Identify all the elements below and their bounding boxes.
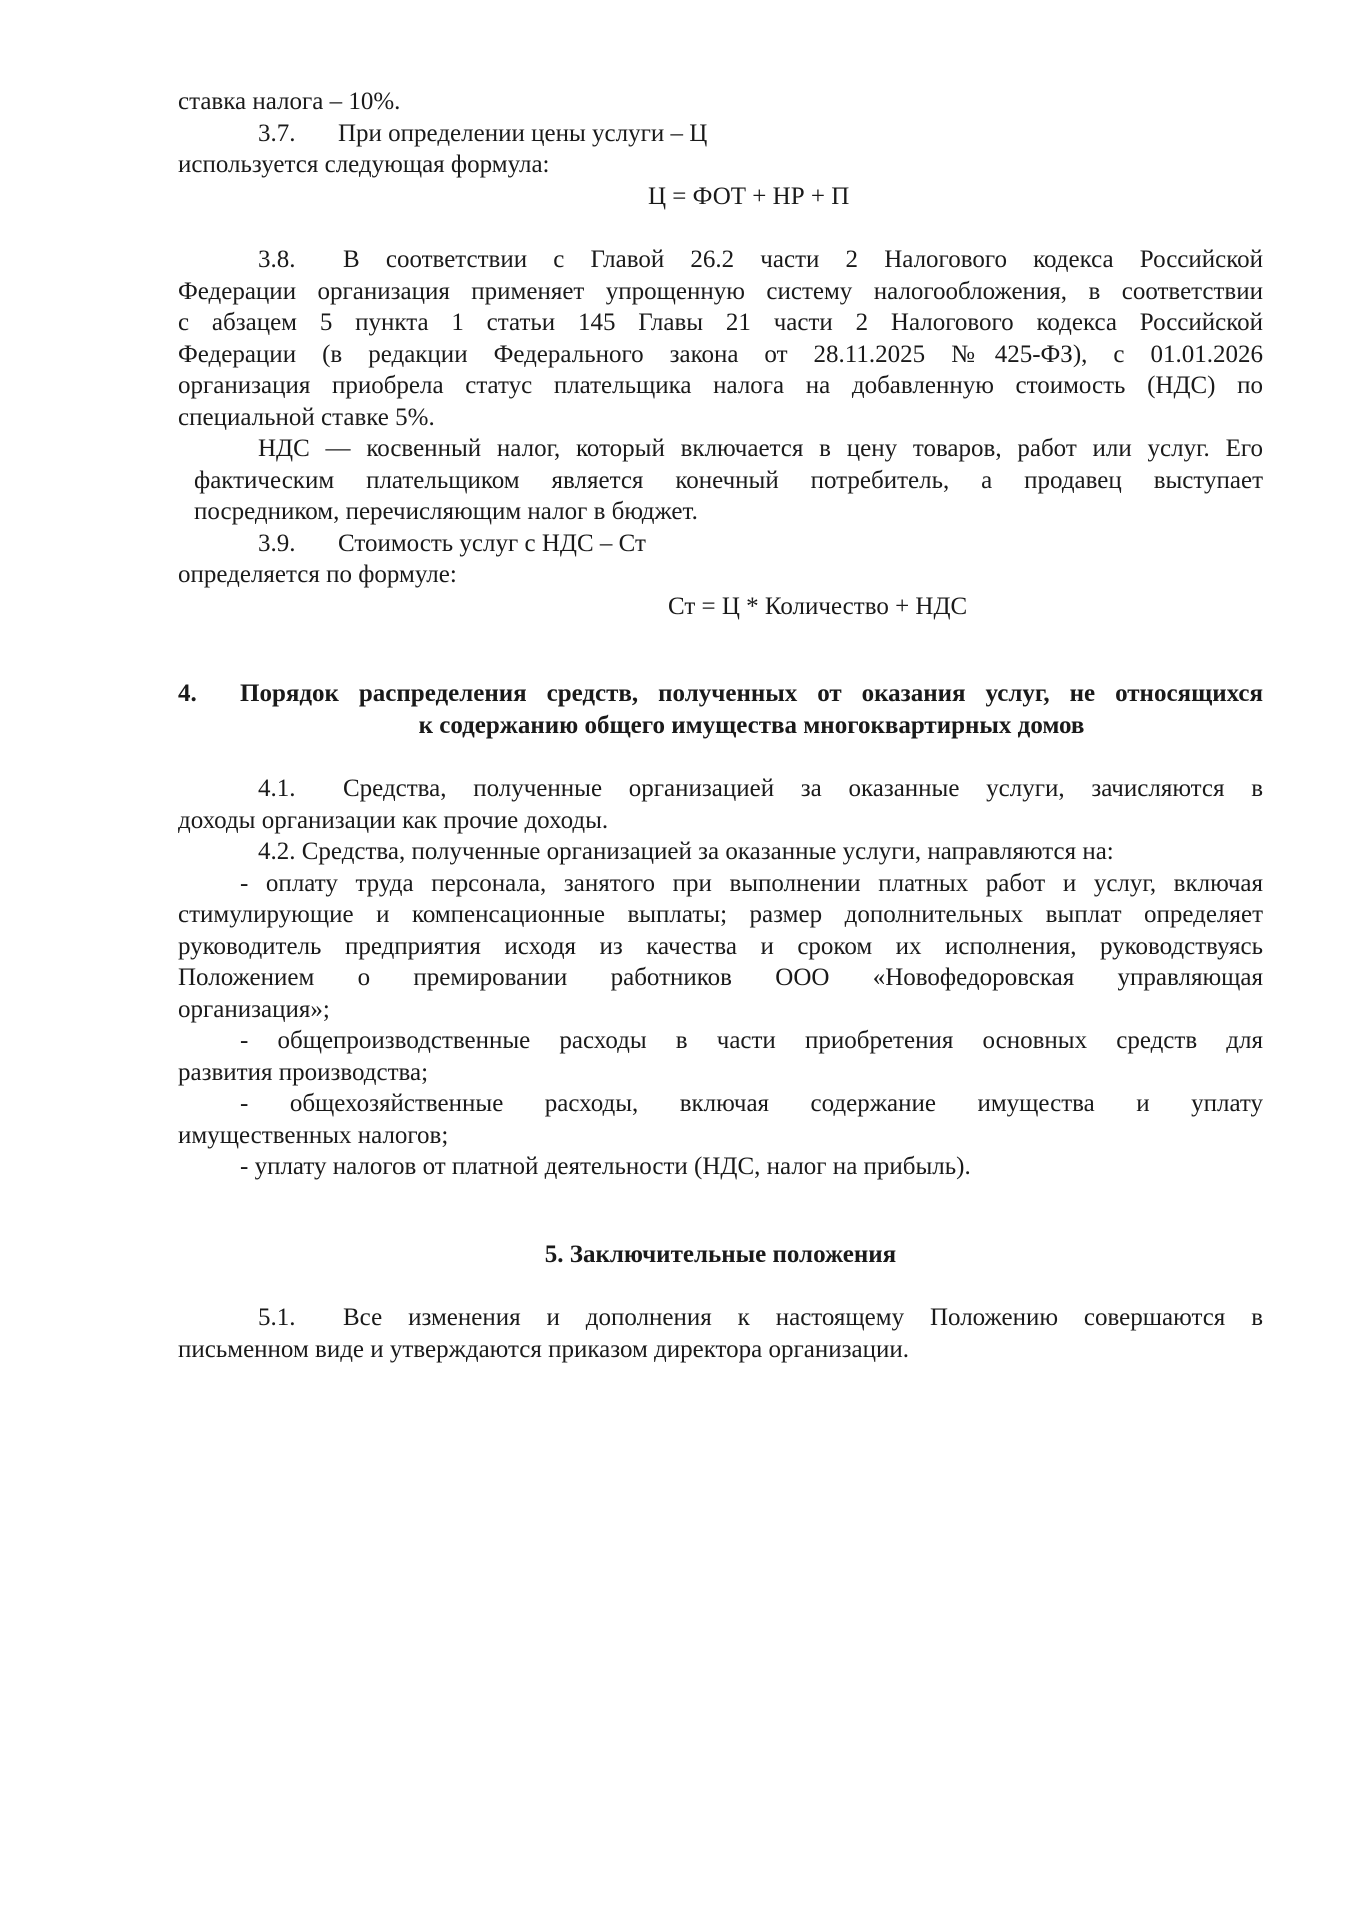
list-item-taxes: - уплату налогов от платной деятельности (НДС, налог на прибыль).: [240, 1153, 971, 1180]
formula-cost: Ст = Ц * Количество + НДС: [668, 592, 968, 620]
paragraph-number: 3.9.: [258, 529, 296, 557]
paragraph-nds: НДС — косвенный налог, который включается в цену товаров, работ или услуг. Его фактическим плательщиком является конечный потребитель, а продавец выступает посредником, перечисляющим налог в бюджет.: [194, 435, 1263, 525]
paragraph-3-7: 3.7. При определении цены услуги – Ц: [178, 118, 1263, 150]
paragraph-4-1: 4.1. Средства, полученные организацией за оказанные услуги, зачисляются в: [178, 773, 1263, 805]
paragraph-number: 3.7.: [258, 119, 296, 147]
paragraph-5-1-line: письменном виде и утверждаются приказом директора организации.: [178, 1335, 909, 1363]
paragraph-3-8-line: Федерации (в редакции Федерального закона от 28.11.2025 №425-ФЗ), с 01.01.2026: [178, 340, 1263, 368]
section-5-heading: 5. Заключительные положения: [544, 1240, 897, 1268]
paragraph-3-8-line: специальной ставке 5%.: [178, 403, 435, 431]
paragraph-5-1: 5.1. Все изменения и дополнения к настоящему Положению совершаются в: [178, 1302, 1263, 1334]
paragraph-4-2: 4.2. Средства, полученные организацией за оказанные услуги, направляются на:: [258, 838, 1114, 865]
paragraph-number: 3.8.: [258, 246, 296, 273]
document-body: ставка налога – 10%. 3.7. При определении цены услуги – Ц используется следующая формула: Ц = ФОТ + НР + П 3.8. В соответствии с Главой 26.2 части 2 Налогового кодекса Российской Федерации организация применяет упрощенную систему налогообложения, в соответствии с абзацем 5 пункта 1 статьи 145 Главы 21 части 2 Налогового кодекса Российской Федерации (в редакции Федерального закона от 28.11.2025 №425-ФЗ), с 01.01.2026 организация приобрела статус плательщика налога на добавленную стоимость (НДС) по специальной ставке 5%. НДС — косвенный налог, который включается в цену товаров, работ или услуг. Его фактическим плательщиком является конечный потребитель, а продавец выступает посредником, перечисляющим налог в бюджет. 3.9. Стоимость услуг с НДС – Ст определяется по формуле: Ст = Ц * Количество + НДС 4. Порядок распределения средств, полученных от оказания услуг, не относящихся к содержанию общего имущества многоквартирных домов 4.1. Средства, полученные организацией за оказанные услуги, зачисляются в доходы организации как прочие доходы. 4.2. Средства, полученные организацией за оказанные услуги, направляются на: - оплату труда персонала, занятого при выполнении платных работ и услуг, включая стимулирующие и компенсационные выплаты; размер дополнительных выплат определяет руководитель предприятия исходя из качества и сроком их исполнения, руководствуясь Положением о премировании работников ООО «Новофедоровская управляющая организация»; - общепроизводственные расходы в части приобретения основных средств для развития производства; - общехозяйственные расходы, включая содержание имущества и уплату имущественных налогов; - уплату налогов от платной деятельности (НДС, налог на прибыль). 5. Заключительные положения 5.1. Все изменения и дополнения к настоящему Положению совершаются в письменном виде и утверждаются приказом директора организации.: [178, 86, 1263, 1365]
list-item-production-costs: - общепроизводственные расходы в части приобретения основных средств для: [240, 1027, 1263, 1054]
paragraph-3-9-line: определяется по формуле:: [178, 561, 457, 588]
paragraph-3-8: 3.8. В соответствии с Главой 26.2 части 2 Налогового кодекса Российской: [178, 244, 1263, 276]
formula-price: Ц = ФОТ + НР + П: [648, 182, 850, 210]
paragraph-4-1-line: доходы организации как прочие доходы.: [178, 806, 609, 834]
section-number: 4.: [178, 680, 197, 707]
paragraph-3-8-line: с абзацем 5 пункта 1 статьи 145 Главы 21 части 2 Налогового кодекса Российской: [178, 309, 1263, 336]
paragraph-3-8-line: организация приобрела статус плательщика налога на добавленную стоимость (НДС) по: [178, 372, 1263, 399]
paragraph-number: 5.1.: [258, 1304, 296, 1331]
list-item-general-costs: - общехозяйственные расходы, включая содержание имущества и уплату: [240, 1090, 1263, 1117]
paragraph-3-9: 3.9. Стоимость услуг с НДС – Ст: [178, 528, 1263, 560]
paragraph-3-6-tail: ставка налога – 10%.: [178, 88, 401, 115]
list-item-payroll: - оплату труда персонала, занятого при выполнении платных работ и услуг, включая: [240, 869, 1263, 897]
paragraph-3-7-line: используется следующая формула:: [178, 151, 550, 178]
section-4-heading: 4. Порядок распределения средств, полученных от оказания услуг, не относящихся к содержанию общего имущества многоквартирных домов: [178, 678, 1263, 741]
paragraph-number: 4.1.: [258, 775, 296, 802]
paragraph-3-8-line: Федерации организация применяет упрощенную систему налогообложения, в соответствии: [178, 277, 1263, 305]
